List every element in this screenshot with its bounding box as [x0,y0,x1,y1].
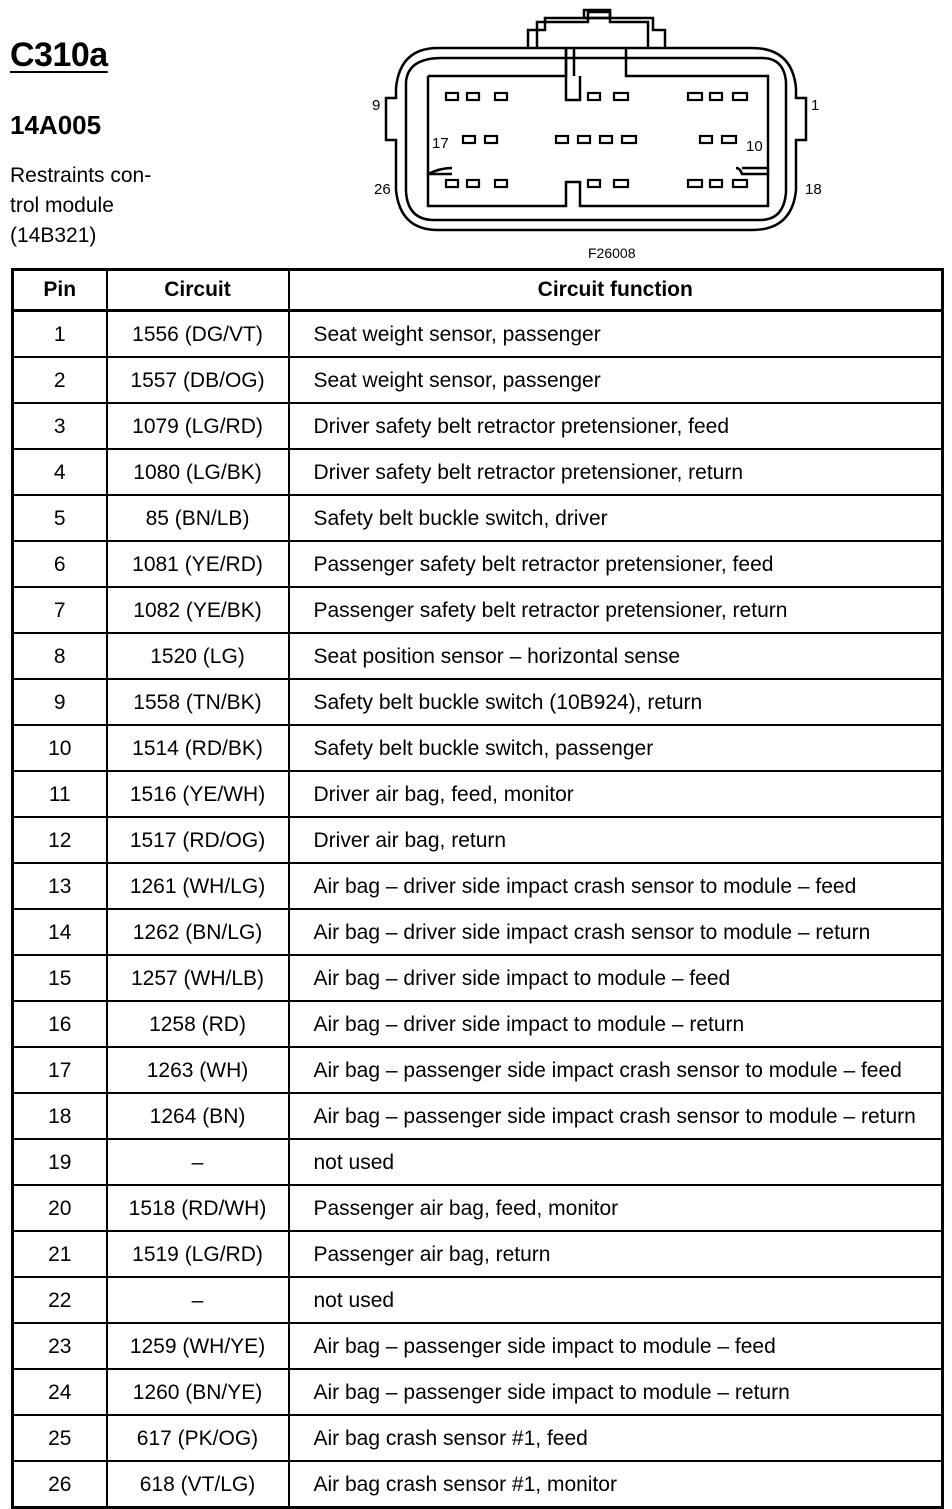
function-cell: Air bag crash sensor #1, monitor [289,1461,943,1508]
circuit-cell: – [107,1277,289,1323]
table-row [13,679,943,725]
pin-cell: 17 [13,1047,107,1093]
table-row [13,1001,943,1047]
circuit-cell: 1263 (WH) [107,1047,289,1093]
function-cell: Passenger air bag, return [289,1231,943,1277]
function-cell: Driver safety belt retractor pretensioner, feed [289,403,943,449]
pin-cell: 6 [13,541,107,587]
figure-id: F26008 [588,245,636,261]
function-cell: Seat weight sensor, passenger [289,357,943,403]
circuit-cell: 1262 (BN/LG) [107,909,289,955]
circuit-cell: 1079 (LG/RD) [107,403,289,449]
pin-label-bottom-left: 26 [374,181,391,198]
table-row [13,633,943,679]
table-row [13,1047,943,1093]
pin-cell: 1 [13,311,107,358]
circuit-cell: 1517 (RD/OG) [107,817,289,863]
circuit-cell: 1257 (WH/LB) [107,955,289,1001]
part-number: 14A005 [10,110,102,140]
function-cell: Driver safety belt retractor pretensioner, return [289,449,943,495]
function-cell: Seat position sensor – horizontal sense [289,633,943,679]
circuit-cell: 1519 (LG/RD) [107,1231,289,1277]
pin-cell: 23 [13,1323,107,1369]
connector-description [10,161,151,251]
function-cell: Air bag – driver side impact to module – return [289,1001,943,1047]
pin-cell: 5 [13,495,107,541]
pin-cell: 18 [13,1093,107,1139]
pin-cell: 20 [13,1185,107,1231]
circuit-cell: 618 (VT/LG) [107,1461,289,1508]
pin-label-top-left: 9 [372,97,381,114]
table-header-row [13,270,943,311]
circuit-cell: 1082 (YE/BK) [107,587,289,633]
table-row [13,403,943,449]
pin-cell: 12 [13,817,107,863]
circuit-cell: 1556 (DG/VT) [107,311,289,358]
function-cell: Air bag – driver side impact crash sensor to module – return [289,909,943,955]
function-cell: Passenger safety belt retractor pretensioner, feed [289,541,943,587]
pin-label-mid-right: 10 [746,138,763,155]
pin-cell: 22 [13,1277,107,1323]
table-row [13,495,943,541]
pin-cell: 24 [13,1369,107,1415]
function-cell: not used [289,1277,943,1323]
connector-id: C310a [10,36,108,74]
table-row [13,1323,943,1369]
pin-cell: 10 [13,725,107,771]
circuit-cell: 1518 (RD/WH) [107,1185,289,1231]
circuit-cell: 1557 (DB/OG) [107,357,289,403]
pin-label-bottom-right: 18 [805,181,822,198]
function-cell: Passenger air bag, feed, monitor [289,1185,943,1231]
function-cell: Driver air bag, feed, monitor [289,771,943,817]
description-line: (14B321) [10,224,97,247]
function-cell: Safety belt buckle switch (10B924), return [289,679,943,725]
table-row [13,1277,943,1323]
pin-table [11,268,944,1509]
table-row [13,1415,943,1461]
connector-face-diagram [360,4,850,266]
circuit-cell: 1259 (WH/YE) [107,1323,289,1369]
pin-cell: 4 [13,449,107,495]
header-function: Circuit function [289,270,943,311]
circuit-cell: 1080 (LG/BK) [107,449,289,495]
circuit-cell: 85 (BN/LB) [107,495,289,541]
table-row [13,955,943,1001]
pin-label-top-right: 1 [811,97,820,114]
function-cell: Driver air bag, return [289,817,943,863]
table-row [13,357,943,403]
pin-cell: 3 [13,403,107,449]
table-row [13,587,943,633]
pin-cell: 25 [13,1415,107,1461]
circuit-cell: 1264 (BN) [107,1093,289,1139]
table-row [13,1139,943,1185]
pin-cell: 16 [13,1001,107,1047]
table-row [13,1369,943,1415]
connector-housing [386,10,806,230]
function-cell: Air bag – passenger side impact to module – feed [289,1323,943,1369]
pin-cell: 15 [13,955,107,1001]
function-cell: Air bag – driver side impact to module – feed [289,955,943,1001]
function-cell: Air bag – passenger side impact to module – return [289,1369,943,1415]
description-line: Restraints con- [10,164,152,187]
circuit-cell: – [107,1139,289,1185]
table-row [13,725,943,771]
table-row [13,311,943,358]
function-cell: Air bag – passenger side impact crash sensor to module – feed [289,1047,943,1093]
pin-cell: 2 [13,357,107,403]
table-row [13,1185,943,1231]
pin-cell: 21 [13,1231,107,1277]
circuit-cell: 1081 (YE/RD) [107,541,289,587]
function-cell: Air bag crash sensor #1, feed [289,1415,943,1461]
table-row [13,909,943,955]
header-pin: Pin [13,270,107,311]
pin-cell: 9 [13,679,107,725]
table-row [13,1093,943,1139]
table-row [13,541,943,587]
pin-label-mid-left: 17 [432,135,449,152]
pin-cell: 26 [13,1461,107,1508]
pin-cell: 11 [13,771,107,817]
circuit-cell: 1558 (TN/BK) [107,679,289,725]
pin-cell: 13 [13,863,107,909]
function-cell: not used [289,1139,943,1185]
pin-cell: 8 [13,633,107,679]
table-row [13,817,943,863]
table-row [13,863,943,909]
function-cell: Air bag – driver side impact crash sensor to module – feed [289,863,943,909]
header-circuit: Circuit [107,270,289,311]
pin-cell: 7 [13,587,107,633]
table-row [13,1461,943,1508]
function-cell: Safety belt buckle switch, passenger [289,725,943,771]
table-row [13,1231,943,1277]
function-cell: Safety belt buckle switch, driver [289,495,943,541]
circuit-cell: 1261 (WH/LG) [107,863,289,909]
function-cell: Seat weight sensor, passenger [289,311,943,358]
circuit-cell: 1516 (YE/WH) [107,771,289,817]
circuit-cell: 1514 (RD/BK) [107,725,289,771]
description-line: trol module [10,194,114,217]
function-cell: Passenger safety belt retractor pretensioner, return [289,587,943,633]
circuit-cell: 1520 (LG) [107,633,289,679]
pin-cell: 19 [13,1139,107,1185]
table-row [13,771,943,817]
circuit-cell: 617 (PK/OG) [107,1415,289,1461]
table-row [13,449,943,495]
circuit-cell: 1260 (BN/YE) [107,1369,289,1415]
terminal-cavities [446,93,747,187]
pin-cell: 14 [13,909,107,955]
function-cell: Air bag – passenger side impact crash sensor to module – return [289,1093,943,1139]
circuit-cell: 1258 (RD) [107,1001,289,1047]
